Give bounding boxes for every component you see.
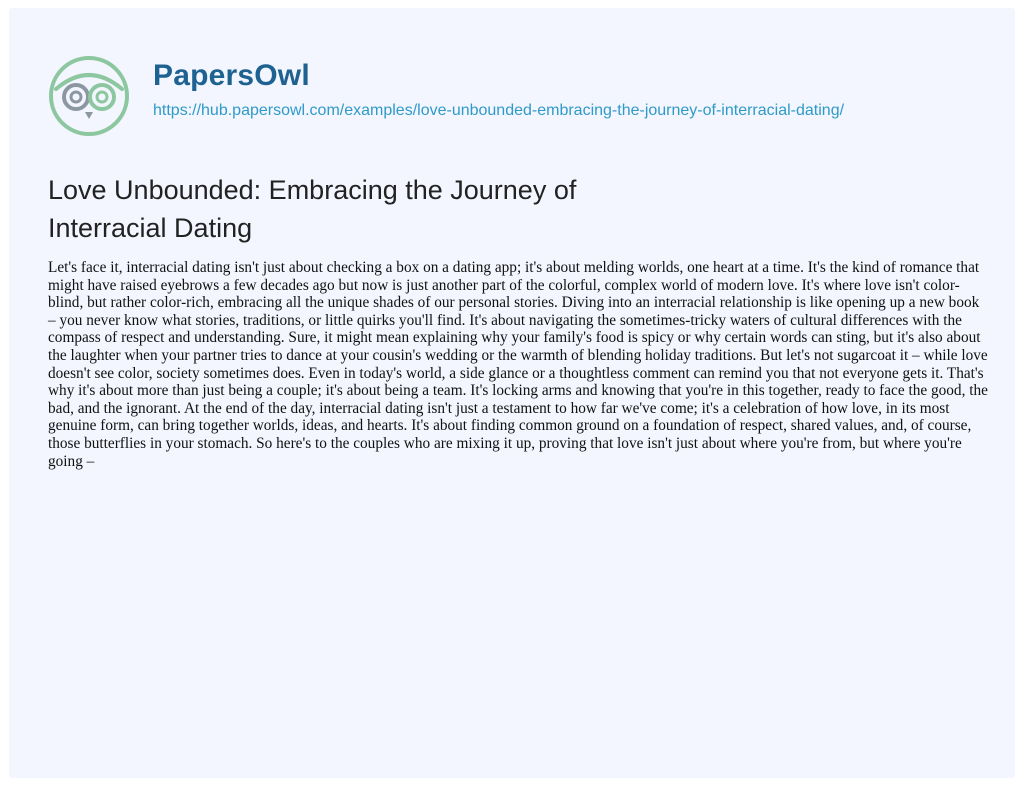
article-body: Let's face it, interracial dating isn't just about checking a box on a dating app; it's about melding worlds, one heart at a time. It's the kind of romance that might have raised eyebrows a few decades ago but now is just another part of the colorful, complex world of modern love. It's where love isn't color-blind, but rather color-rich, embracing all the unique shades of our personal stories. Diving into an interracial relationship is like opening up a new book – you never know what stories, traditions, or little quirks you'll find. It's about navigating the sometimes-tricky waters of cultural differences with the compass of respect and understanding. Sure, it might mean explaining why your family's food is spicy or why certain words can sting, but it's also about the laughter when your partner tries to dance at your cousin's wedding or the warmth of blending holiday traditions. But let's not sugarcoat it – while love doesn't see color, society sometimes does. Even in today's world, a side glance or a thoughtless comment can remind you that not everyone gets it. That's why it's about more than just being a couple; it's about being a team. It's locking arms and knowing that you're in this together, ready to face the good, the bad, and the ignorant. At the end of the day, interracial dating isn't just a testament to how far we've come; it's a celebration of how love, in its most genuine form, can bring together worlds, ideas, and hearts. It's about finding common ground on a foundation of respect, shared values, and, of course, those butterflies in your stomach. So here's to the couples who are mixing it up, proving that love isn't just about where you're from, but where you're going – (48, 259, 988, 470)
header (48, 55, 948, 155)
brand-name: PapersOwl (153, 59, 310, 92)
article-title: Love Unbounded: Embracing the Journey of Interracial Dating (48, 175, 577, 243)
source-url-link[interactable]: https://hub.papersowl.com/examples/love-unbounded-embracing-the-journey-of-interracial-dating/ (153, 102, 845, 119)
owl-icon (48, 55, 130, 137)
